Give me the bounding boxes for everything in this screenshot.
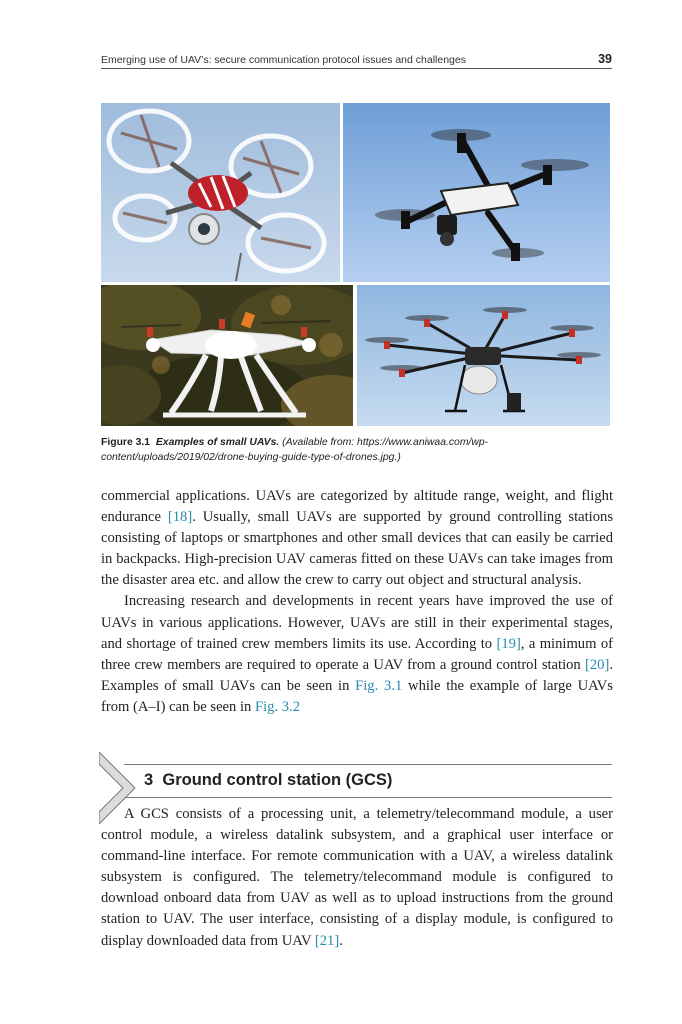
paragraph-1-text-b: . Usually, small UAVs are supported by ground controlling stations consisting of laptops or smartphones and other small devices that can easily be carried in backpacks. High-precision UAV cameras fitted on these UAVs can take images from the disaster area etc. and allow the crew to carry out object and structural analysis. [101,509,613,589]
section-rule-bottom [124,797,612,798]
paragraph-2-text-b: , a minimum of three crew members are required to operate a UAV from a ground control station [101,635,613,673]
paragraph-2 [101,591,613,718]
section-number: 3 [144,771,154,789]
paragraph-3-text: A GCS consists of a processing unit, a telemetry/telecommand module, a user control module, a wireless datalink subsystem, and a graphical user interface or command-line interface. For remote communication with a UAV, a wireless datalink subsystem is configured. The telemetry/telecommand module is configured to download onboard data from UAV as well as to upload instructions from the ground station to UAV. The user interface, consisting of a display module, is configured to display downloaded data from UAV [101,806,613,949]
photo-red-white-quadcopter [101,103,340,282]
citation-18[interactable]: [18] [167,509,193,526]
section-heading [144,771,392,790]
citation-21[interactable]: [21] [314,932,340,949]
figure-ref-3-2[interactable]: Fig. 3.2 [254,698,300,715]
body-paragraphs-top [101,486,613,718]
photo-black-white-camera-drone [343,103,610,282]
body-paragraphs-bottom [101,804,613,952]
citation-20[interactable]: [20] [585,656,610,673]
page-number: 39 [598,52,612,66]
section-title: Ground control station (GCS) [162,771,393,789]
paragraph-2-text-d: while the example of large UAVs from (A–I) can be seen in [101,677,613,715]
paragraph-3 [101,804,613,952]
figure-ref-3-1[interactable]: Fig. 3.1 [355,677,403,694]
paragraph-1-text: commercial applications. UAVs are categorized by altitude range, weight, and flight endurance [101,488,613,526]
figure-label: Figure 3.1 [101,437,151,448]
paragraph-1 [101,486,613,591]
figure-title: Examples of small UAVs. [155,437,280,448]
paragraph-2-text-c: . Examples of small UAVs can be seen in [101,656,613,694]
figure-caption [101,435,615,465]
paragraph-2-text-a: Increasing research and developments in recent years have improved the use of UAVs in various applications. However, UAVs are still in their experimental stages, and shortage of trained crew members limits its use. According to [101,593,613,652]
photo-hexacopter-sprayer-drone [357,285,610,426]
section-rule-top [124,764,612,765]
running-head-title: Emerging use of UAV’s: secure communication protocol issues and challenges [101,54,466,66]
figure-source: (Available from: https://www.aniwaa.com/wp-content/uploads/2019/02/drone-buying-guide-type-of-drones.jpg.) [101,437,489,463]
running-head [101,52,612,69]
paragraph-3-text-end: . [339,932,343,949]
citation-19[interactable]: [19] [496,635,521,652]
photo-white-quadcopter-landing-gear [101,285,353,426]
